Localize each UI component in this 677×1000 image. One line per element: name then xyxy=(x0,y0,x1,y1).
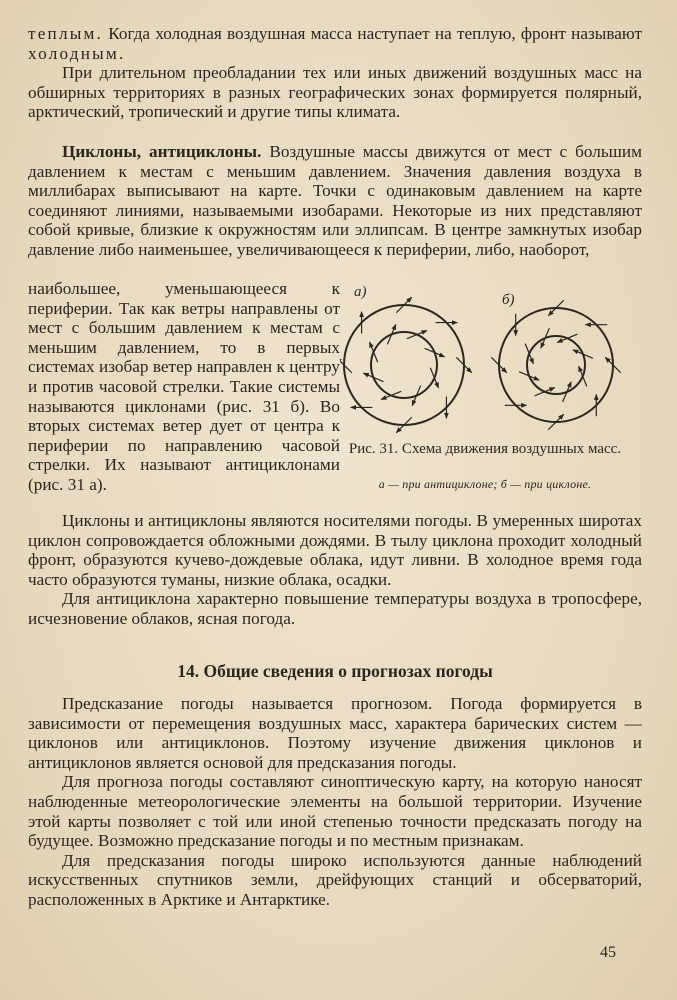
paragraph-climate: При длительном преобладании тех или иных движений воздушных масс на обширных территориях в разных географических зонах формируется полярный, арктический, тропический и другие типы климата. xyxy=(28,63,642,122)
label-a: а) xyxy=(354,284,367,300)
page-number: 45 xyxy=(600,944,616,961)
term-cold: холодным. xyxy=(28,43,126,63)
paragraph-cyclones-cont: наибольшее, уменьшающееся к периферии. Так как ветры направлены от мест с большим давлением к местам с меньшим давлением, то в первых системах изобар ветер направлен к центру и против часовой стрелки. Такие системы называются циклонами (рис. 31 б). Во вторых системах ветер дует от центра к периферии по направлению часовой стрелки. Их называют антициклонами (рис. 31 а). xyxy=(28,279,340,494)
weather-section xyxy=(28,511,642,629)
anticyclone-diagram xyxy=(340,297,472,432)
inner-isobar xyxy=(527,336,585,394)
figure-caption: Рис. 31. Схема движения воздушных масс. xyxy=(348,441,622,457)
paragraph-cyclones: Циклоны, антициклоны. Воздушные массы движутся от мест с большим давлением к местам с меньшим давлением. Значения давления воздуха в миллибарах выписывают на карте. Точки с одинаковым давлением на карте соединяют линиями, называемыми изобарами. Некоторые из них представляют собой кривые, близкие к окружностям или эллипсам. В центре замкнутых изобар давление либо наименьшее, увеличивающееся к периферии, либо, наоборот, xyxy=(28,142,642,259)
paragraph-weather-2: Для антициклона характерно повышение температуры воздуха в тропосфере, исчезновение облаков, ясная погода. xyxy=(28,589,642,628)
intro-text xyxy=(28,24,642,122)
cyclones-section xyxy=(28,142,642,260)
forecast-section xyxy=(28,694,642,910)
paragraph-fronts: теплым. Когда холодная воздушная масса наступает на теплую, фронт называют холодным. xyxy=(28,24,642,63)
paragraph-weather-1: Циклоны и антициклоны являются носителями погоды. В умеренных широтах циклон сопровождается обложными дождями. В тылу циклона проходит холодный фронт, образуются кучево-дождевые облака, идут ливни. В холодное время года часто образуются туманы, низкие облака, осадки. xyxy=(28,511,642,589)
inner-isobar xyxy=(371,332,437,398)
section-heading: 14. Общие сведения о прогнозах погоды xyxy=(177,661,493,681)
paragraph-forecast-1: Предсказание погоды называется прогнозом. Погода формируется в зависимости от перемещения воздушных масс, характера барических систем — циклонов или антициклонов. Поэтому изучение движения циклонов и антициклонов является основой для предсказания погоды. xyxy=(28,694,642,772)
paragraph-forecast-3: Для предсказания погоды широко используются данные наблюдений искусственных спутников земли, дрейфующих станций и обсерваторий, расположенных в Арктике и Антарктике. xyxy=(28,850,642,909)
paragraph-forecast-2: Для прогноза погоды составляют синоптическую карту, на которую наносят наблюденные метеорологические элементы на большой территории. Изучение этой карты позволяет с той или иной степенью точности предсказать погоду на будущее. Возможно предсказание погоды и по местным признакам. xyxy=(28,772,642,851)
term-warm: теплым. xyxy=(28,24,104,43)
figure-subcaption: а — при антициклоне; б — при циклоне. xyxy=(378,477,592,491)
label-b: б) xyxy=(502,292,515,308)
cyclones-heading: Циклоны, антициклоны. xyxy=(62,142,262,161)
cyclone-diagram xyxy=(491,300,620,429)
figure-air-mass-diagram xyxy=(340,283,630,498)
wind-arrow xyxy=(340,357,352,372)
cyclones-continued xyxy=(28,279,340,495)
